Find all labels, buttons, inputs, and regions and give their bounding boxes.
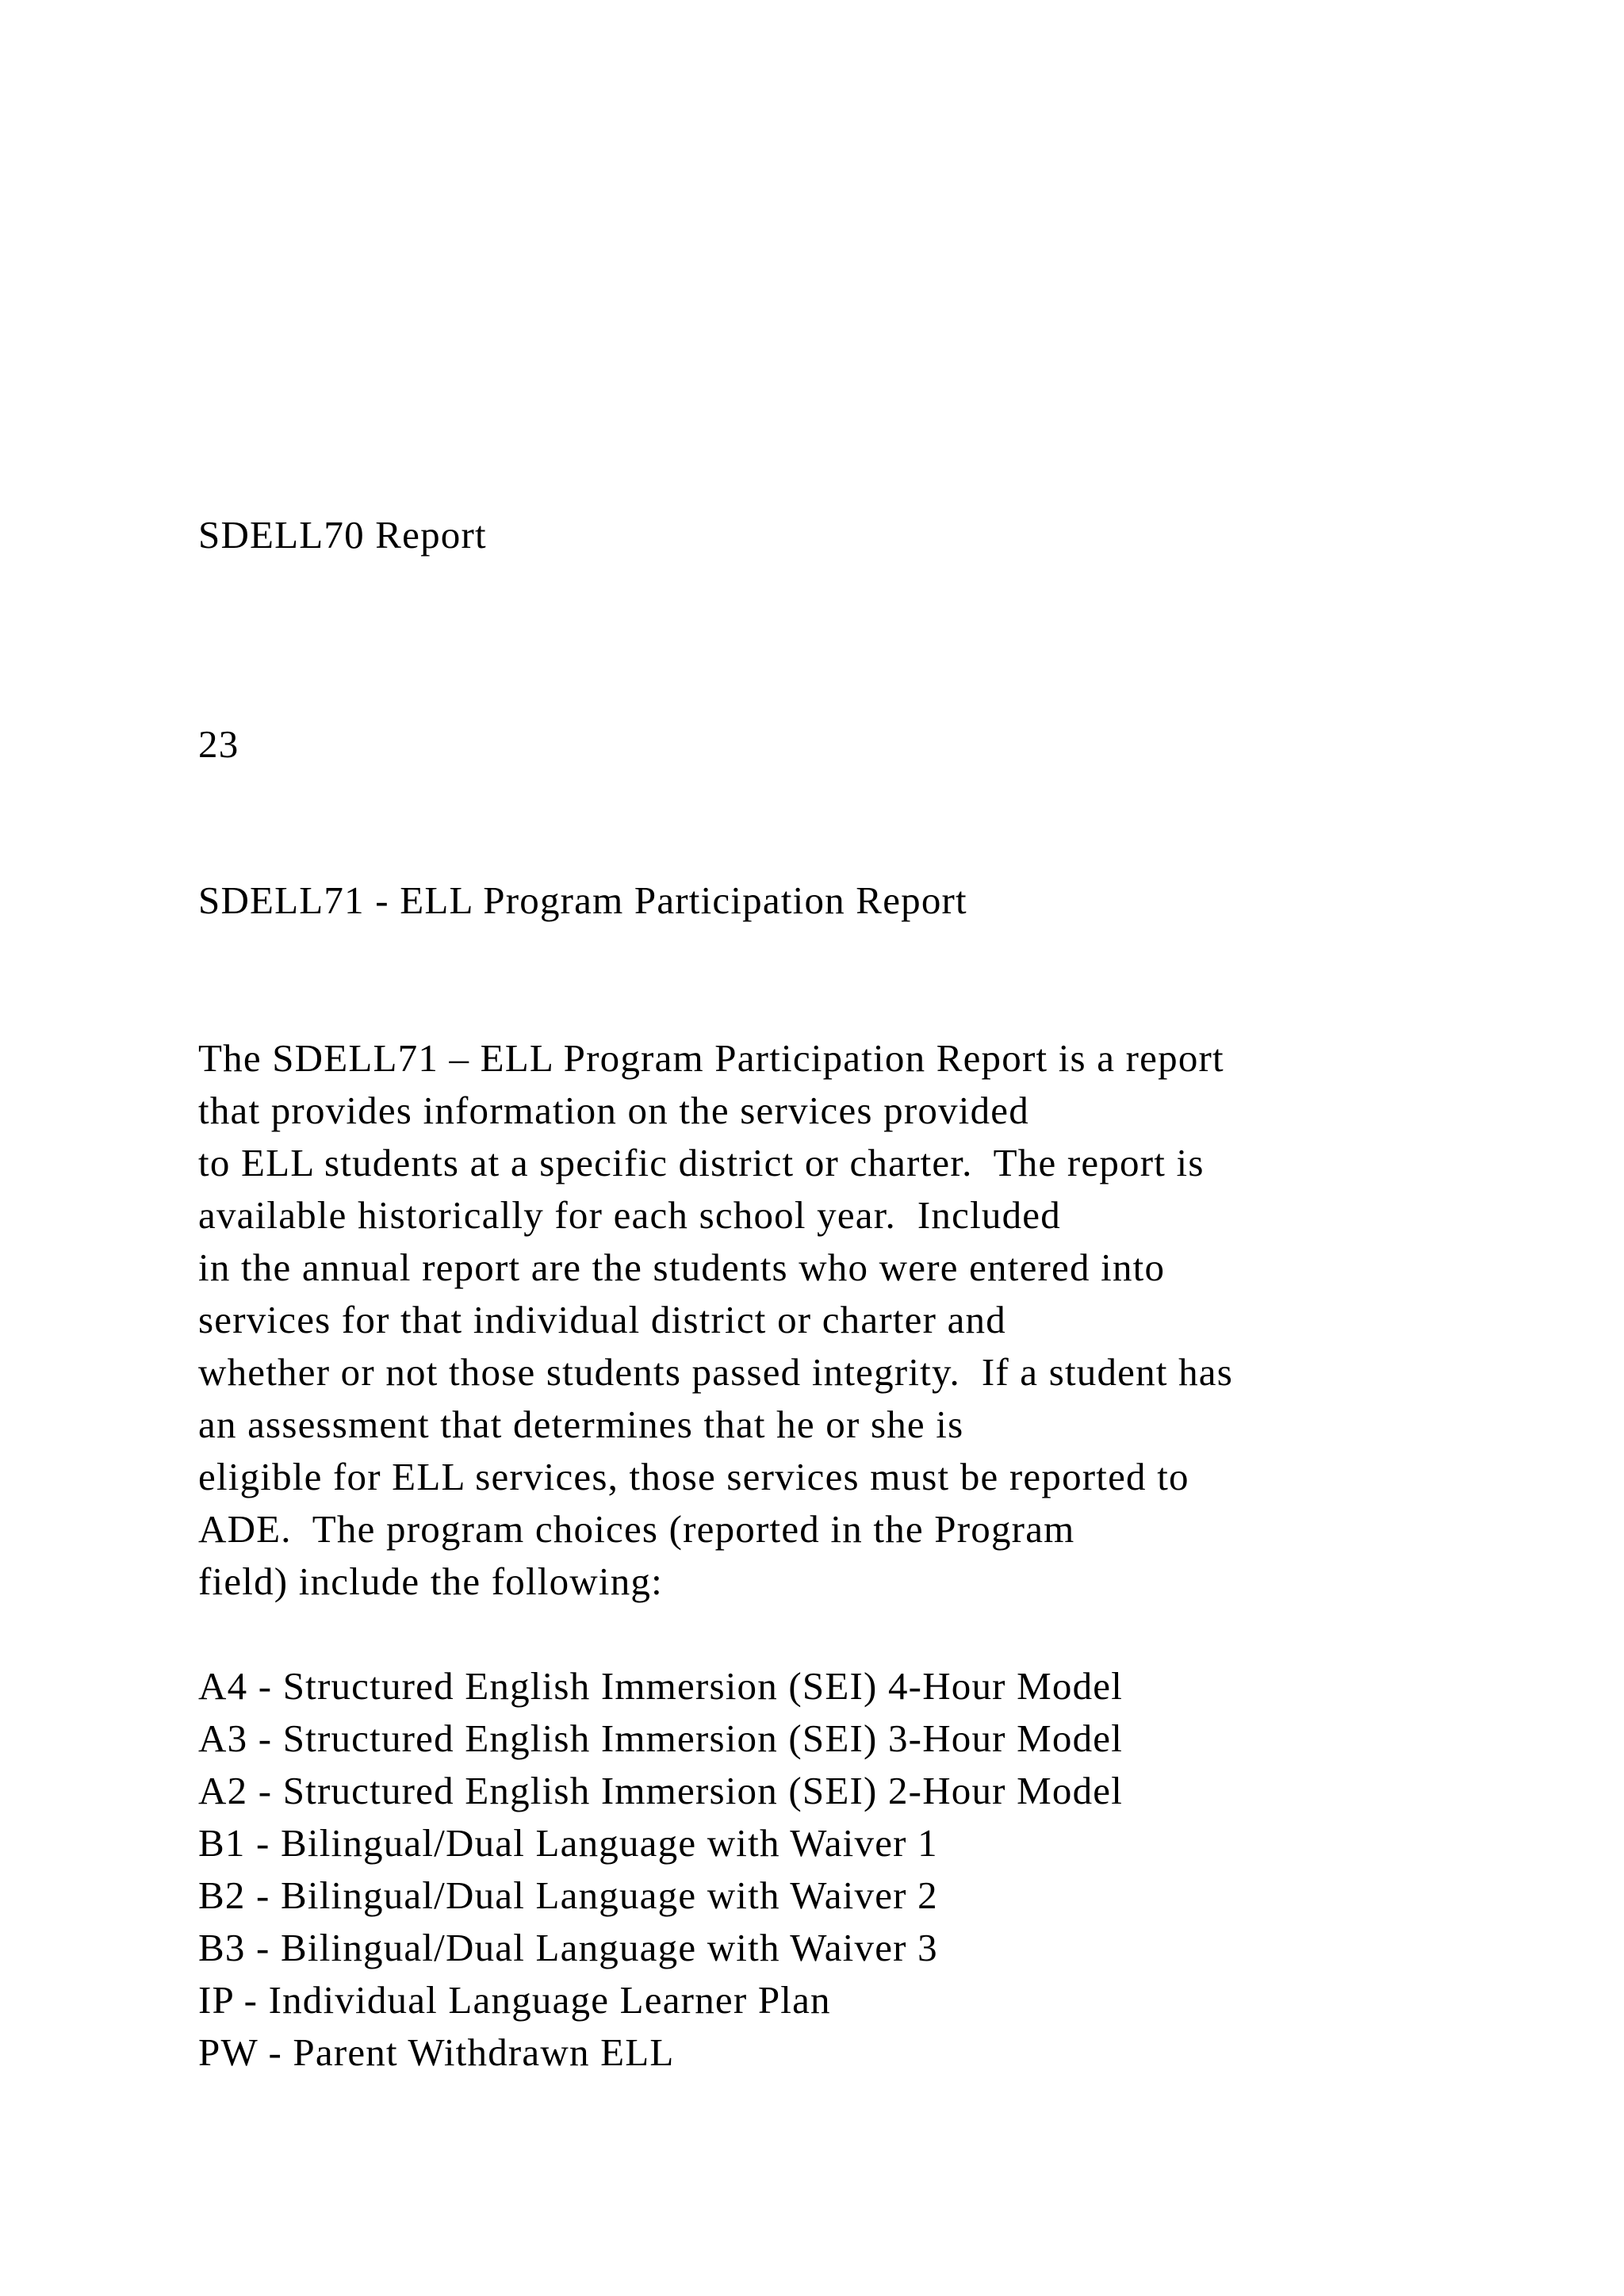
paragraph-line: to ELL students at a specific district or charter. The report is [198, 1141, 1205, 1184]
program-list-item: B3 - Bilingual/Dual Language with Waiver 3 [198, 1926, 938, 1969]
paragraph-line: eligible for ELL services, those services must be reported to [198, 1455, 1189, 1498]
paragraph-line: whether or not those students passed integrity. If a student has [198, 1350, 1234, 1394]
paragraph-line: The SDELL71 – ELL Program Participation Report is a report [198, 1036, 1224, 1080]
previous-report-heading: SDELL70 Report [198, 513, 487, 557]
paragraph-line: an assessment that determines that he or she is [198, 1402, 964, 1446]
program-list-item: IP - Individual Language Learner Plan [198, 1978, 831, 2022]
program-list-item: PW - Parent Withdrawn ELL [198, 2030, 675, 2074]
paragraph-line: field) include the following: [198, 1559, 663, 1603]
program-list-item: A2 - Structured English Immersion (SEI) 2-Hour Model [198, 1769, 1124, 1812]
program-list-item: B1 - Bilingual/Dual Language with Waiver 1 [198, 1821, 938, 1865]
paragraph-line: ADE. The program choices (reported in the Program [198, 1507, 1075, 1551]
paragraph-line: available historically for each school year. Included [198, 1193, 1061, 1237]
paragraph-line: in the annual report are the students who were entered into [198, 1246, 1166, 1289]
program-list-item: A3 - Structured English Immersion (SEI) 3-Hour Model [198, 1716, 1124, 1760]
paragraph-line: that provides information on the services provided [198, 1089, 1029, 1132]
section-title: SDELL71 - ELL Program Participation Report [198, 878, 967, 922]
paragraph-line: services for that individual district or charter and [198, 1298, 1006, 1341]
program-list-item: A4 - Structured English Immersion (SEI) 4-Hour Model [198, 1664, 1124, 1708]
page-number: 23 [198, 722, 239, 766]
program-list-item: B2 - Bilingual/Dual Language with Waiver 2 [198, 1873, 938, 1917]
document-body [198, 0, 1562, 2074]
